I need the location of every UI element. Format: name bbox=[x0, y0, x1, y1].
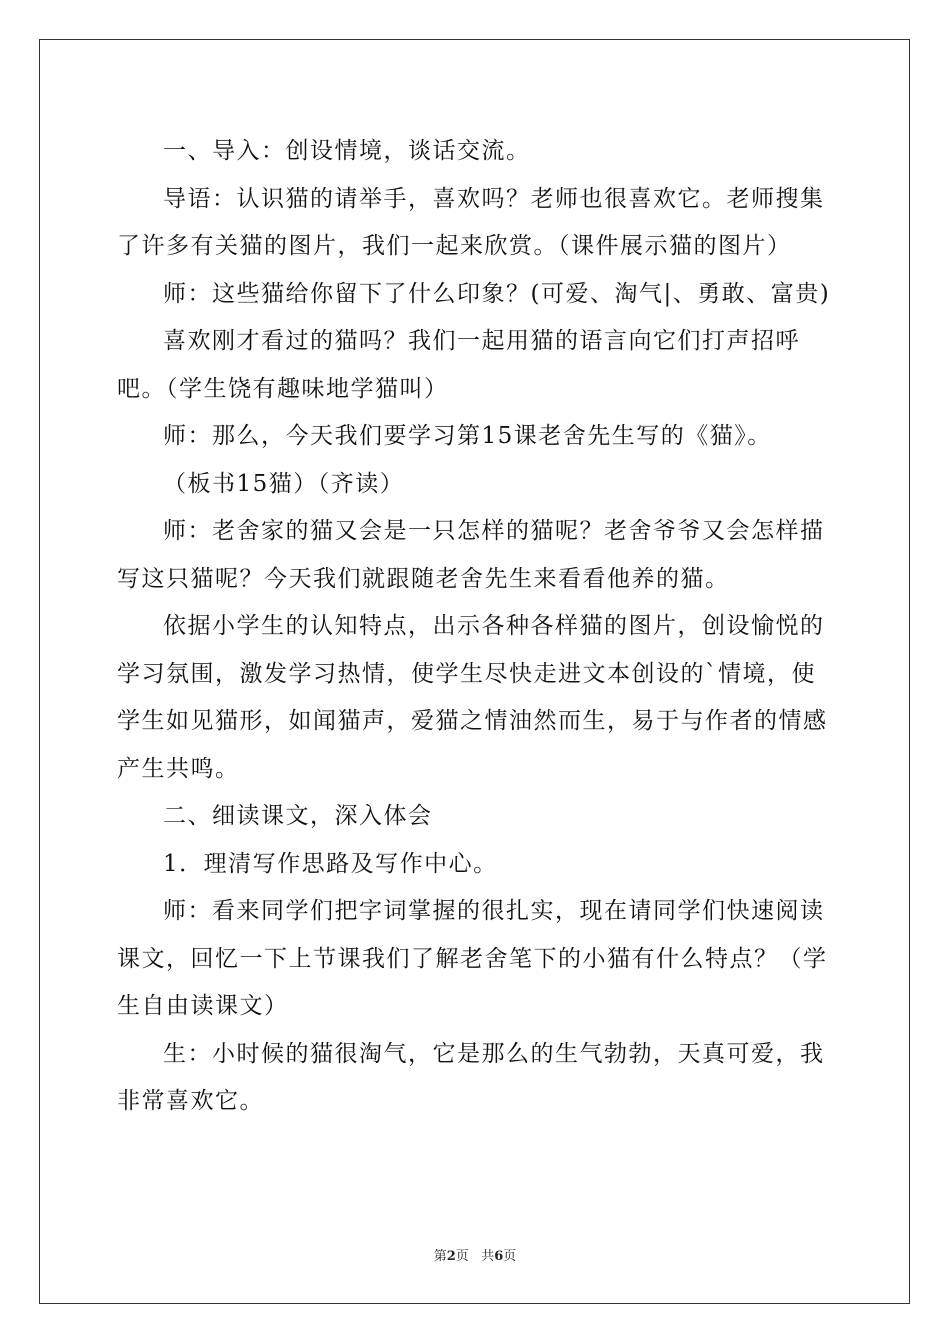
paragraph: （板书15猫）（齐读） bbox=[163, 470, 405, 497]
page-suffix: 页 bbox=[455, 1249, 469, 1264]
section-heading-intro: 一、导入：创设情境，谈话交流。 bbox=[163, 138, 531, 164]
paragraph: 师：那么，今天我们要学习第15课老舍先生写的《猫》。 bbox=[163, 423, 772, 449]
paragraph: 喜欢刚才看过的猫吗？我们一起用猫的语言向它们打声招呼吧。（学生饶有趣味地学猫叫） bbox=[117, 328, 800, 402]
page-number: 2 bbox=[446, 1249, 456, 1264]
total-pages: 6 bbox=[494, 1249, 504, 1264]
total-prefix: 共 bbox=[481, 1249, 495, 1264]
paragraph: 师：老舍家的猫又会是一只怎样的猫呢？老舍爷爷又会怎样描写这只猫呢？今天我们就跟随老舍先生来看看他养的猫。 bbox=[117, 518, 825, 592]
paragraph: 1．理清写作思路及写作中心。 bbox=[163, 850, 498, 877]
paragraph: 生：小时候的猫很淘气，它是那么的生气勃勃，天真可爱，我非常喜欢它。 bbox=[117, 1040, 825, 1114]
document-body bbox=[117, 128, 833, 1126]
paragraph: 依据小学生的认知特点，出示各种各样猫的图片，创设愉悦的学习氛围，激发学习热情，使学生尽快走进文本创设的`情境，使学生如见猫形，如闻猫声，爱猫之情油然而生，易于与作者的情感产生共鸣。 bbox=[117, 613, 828, 782]
paragraph: 师：这些猫给你留下了什么印象？(可爱、淘气|、勇敢、富贵) bbox=[163, 280, 831, 307]
page-footer bbox=[0, 1248, 950, 1266]
total-suffix: 页 bbox=[503, 1249, 517, 1264]
page-prefix: 第 bbox=[433, 1249, 447, 1264]
paragraph: 师：看来同学们把字词掌握的很扎实，现在请同学们快速阅读课文，回忆一下上节课我们了解老舍笔下的小猫有什么特点？（学生自由读课文） bbox=[117, 898, 828, 1019]
section-heading-close-reading: 二、细读课文，深入体会 bbox=[163, 803, 433, 829]
paragraph: 导语：认识猫的请举手，喜欢吗？老师也很喜欢它。老师搜集了许多有关猫的图片，我们一起来欣赏。（课件展示猫的图片） bbox=[117, 185, 825, 259]
